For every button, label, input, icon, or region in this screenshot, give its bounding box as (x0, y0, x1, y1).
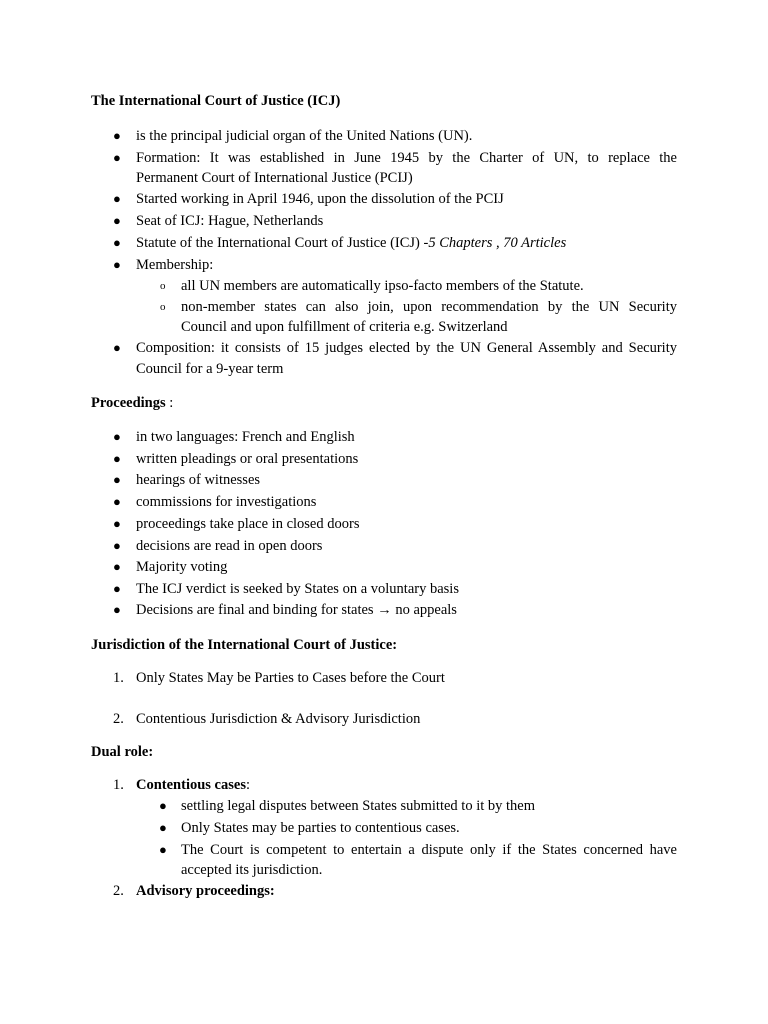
bullet-icon: ● (113, 235, 121, 250)
list-item: in two languages: French and English (136, 429, 355, 445)
bullet-icon: ● (159, 820, 167, 835)
sub-list-item: settling legal disputes between States submitted to it by them (181, 798, 535, 814)
bullet-icon: ● (113, 213, 121, 228)
bullet-icon: ● (113, 257, 121, 272)
arrow-right-icon: → (377, 602, 392, 618)
advisory-proceedings-label: Advisory proceedings: (136, 883, 275, 899)
list-item: Membership: (136, 257, 214, 273)
sub-list-item-continuation: Council and upon fulfillment of criteria e.g. Switzerland (181, 319, 508, 335)
bullet-icon: ● (113, 128, 121, 143)
list-item (136, 601, 457, 619)
sub-list-item: all UN members are automatically ipso-facto members of the Statute. (181, 278, 584, 294)
contentious-cases-label: Contentious cases (136, 777, 246, 793)
sub-list-item: Only States may be parties to contentious cases. (181, 820, 460, 836)
list-item: Majority voting (136, 559, 228, 575)
list-item: Composition: it consists of 15 judges elected by the UN General Assembly and Security (136, 340, 677, 356)
list-number: 2. (113, 883, 124, 899)
heading-jurisdiction: Jurisdiction of the International Court of Justice: (91, 637, 398, 653)
heading-proceedings-colon: : (165, 395, 174, 411)
numbered-list-item (136, 776, 250, 794)
bullet-icon: ● (159, 842, 167, 857)
bullet-icon: ● (113, 340, 121, 355)
contentious-cases-colon: : (245, 777, 250, 793)
list-item: commissions for investigations (136, 494, 317, 510)
statute-chapters-articles: 5 Chapters , 70 Articles (428, 235, 567, 251)
bullet-icon: ● (113, 429, 121, 444)
bullet-icon: ● (113, 472, 121, 487)
circle-bullet-icon: o (160, 280, 166, 292)
numbered-list-item: Only States May be Parties to Cases before the Court (136, 670, 445, 686)
list-item: hearings of witnesses (136, 472, 261, 488)
statute-text: Statute of the International Court of Justice (ICJ) - (136, 235, 429, 251)
list-item: Seat of ICJ: Hague, Netherlands (136, 213, 324, 229)
list-item: Started working in April 1946, upon the dissolution of the PCIJ (136, 191, 504, 207)
list-item: written pleadings or oral presentations (136, 451, 359, 467)
bullet-icon: ● (113, 191, 121, 206)
bullet-icon: ● (113, 602, 121, 617)
list-item (136, 234, 566, 252)
list-item-tail: no appeals (391, 602, 457, 618)
bullet-icon: ● (113, 538, 121, 553)
list-number: 1. (113, 777, 124, 793)
list-item: is the principal judicial organ of the United Nations (UN). (136, 128, 473, 144)
heading-icj: The International Court of Justice (ICJ) (91, 93, 341, 109)
list-item: decisions are read in open doors (136, 538, 323, 554)
bullet-icon: ● (113, 150, 121, 165)
list-item-text: Decisions are final and binding for states (136, 602, 374, 618)
bullet-icon: ● (113, 451, 121, 466)
heading-proceedings (91, 394, 173, 412)
bullet-icon: ● (113, 494, 121, 509)
list-item: proceedings take place in closed doors (136, 516, 360, 532)
list-item-continuation: Permanent Court of International Justice (PCIJ) (136, 170, 413, 186)
bullet-icon: ● (113, 581, 121, 596)
sub-list-item: The Court is competent to entertain a dispute only if the States concerned have (181, 842, 677, 858)
heading-dual-role: Dual role: (91, 744, 154, 760)
bullet-icon: ● (159, 798, 167, 813)
bullet-icon: ● (113, 559, 121, 574)
list-item-continuation: Council for a 9-year term (136, 361, 284, 377)
list-item: The ICJ verdict is seeked by States on a voluntary basis (136, 581, 459, 597)
list-number: 1. (113, 670, 124, 686)
bullet-icon: ● (113, 516, 121, 531)
sub-list-item: non-member states can also join, upon recommendation by the UN Security (181, 299, 677, 315)
list-item: Formation: It was established in June 1945 by the Charter of UN, to replace the (136, 150, 677, 166)
numbered-list-item: Contentious Jurisdiction & Advisory Jurisdiction (136, 711, 421, 727)
list-number: 2. (113, 711, 124, 727)
sub-list-item-continuation: accepted its jurisdiction. (181, 862, 323, 878)
heading-proceedings-text: Proceedings (91, 395, 166, 411)
circle-bullet-icon: o (160, 301, 166, 313)
